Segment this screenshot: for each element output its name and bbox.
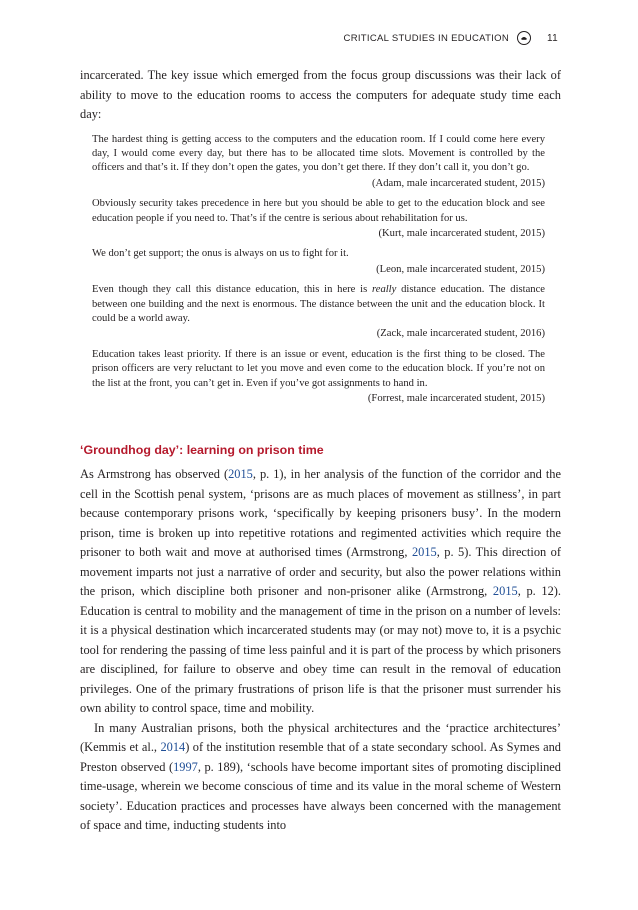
quote-text-part: Even though they call this distance education, this in here is xyxy=(92,284,373,296)
quote-emphasis: really xyxy=(372,284,397,296)
quote-source: (Kurt, male incarcerated student, 2015) xyxy=(378,227,545,239)
quote-source: (Leon, male incarcerated student, 2015) xyxy=(376,263,545,275)
body-paragraph-2 xyxy=(80,719,561,836)
text-run: , p. 12). Education is central to mobility and the management of time in the prison on a number of levels: it is a physical destination which incarcerated students may (or may not) move to, it is a psychic tool for rendering the passing of time less painful and it is part of the process by which prisoners are disciplined, for failure to observe and obey time can result in the removal of education privileges. One of the primary frustrations of prison life is that the prisoner must surrender his own ability to control space, time and mobility. xyxy=(80,584,561,716)
quote-source: (Zack, male incarcerated student, 2016) xyxy=(376,328,545,340)
block-quote xyxy=(92,133,545,192)
block-quote xyxy=(92,283,545,342)
text-run: As Armstrong has observed ( xyxy=(80,467,229,482)
body-paragraph-1 xyxy=(80,465,561,719)
quote-text: Obviously security takes precedence in here but you should be able to get to the education block and see education people if you need to. That’s if the centre is serious about rehabilitation for us. xyxy=(92,198,545,224)
quote-text: The hardest thing is getting access to the computers and the education room. If I could come here every day, I would come every day, but there has to be allocated time slots. Movement is controlled by the officers and that’s it. If they don’t open the gates, you don’t get there. If they don’t call it, you don’t go. xyxy=(92,133,545,174)
text-run: ) of the institution resemble that of a state secondary school. As Symes and Preston observed ( xyxy=(80,740,562,774)
quote-source: (Adam, male incarcerated student, 2015) xyxy=(372,177,545,189)
text-run: In many Australian prisons, both the physical architectures and the ‘practice architectures’ (Kemmis et al., xyxy=(80,720,561,755)
citation-link[interactable]: 1997 xyxy=(173,759,198,774)
citation-link[interactable]: 2014 xyxy=(160,740,186,755)
quote-text-part: distance education. The distance between one building and the next is enormous. The distance between the unit and the education block. It could be a world away. xyxy=(92,284,545,324)
block-quote xyxy=(92,348,545,407)
block-quotes xyxy=(92,133,545,407)
quote-text: Education takes least priority. If there is an issue or event, education is the first thing to be closed. The prison officers are very reluctant to let you move and even come to the education block. If you’re not on the list at the front, you can’t get in. Even if you’ve got assignments to hand in. xyxy=(92,348,545,389)
quote-text: We don’t get support; the onus is always on us to fight for it. xyxy=(92,248,349,260)
text-run: , p. 5). This direction of movement imparts not just a narrative of order and security, but also the power relations within the prison, which discipline both prisoner and non-prisoner alike (Armstrong, xyxy=(80,545,561,599)
block-quote xyxy=(92,247,545,277)
running-header xyxy=(344,31,558,45)
quote-text xyxy=(92,283,545,326)
citation-link[interactable]: 2015 xyxy=(492,584,518,599)
section-heading: ‘Groundhog day’: learning on prison time xyxy=(80,443,324,458)
citation-link[interactable]: 2015 xyxy=(228,467,253,482)
text-run: , p. 1), in her analysis of the function of the corridor and the cell in the Scottish penal system, ‘prisons are as much places of movement as stillness’, in part because contemporary prisons work, ‘specifically by keeping prisoners busy’. In the modern prison, time is broken up into repetitive rotations and regimented activities which require the prisoner to both wait and move at authorised times (Armstrong, xyxy=(80,467,561,560)
text-run: , p. 189), ‘schools have become important sites of promoting disciplined time-usage, wherein we become conscious of time and its value in the moral scheme of Western society’. Education practices and processes have always been concerned with the management of space and time, inducting students into xyxy=(80,759,561,833)
page-body xyxy=(80,66,561,836)
block-quote xyxy=(92,197,545,241)
intro-paragraph: incarcerated. The key issue which emerged from the focus group discussions was their lack of ability to move to the education rooms to access the computers for adequate study time each day: xyxy=(80,68,561,121)
citation-link[interactable]: 2015 xyxy=(411,545,437,560)
publisher-logo-icon xyxy=(517,31,531,45)
quote-source: (Forrest, male incarcerated student, 2015) xyxy=(367,393,545,404)
page-number: 11 xyxy=(547,32,558,44)
journal-title: CRITICAL STUDIES IN EDUCATION xyxy=(343,32,510,44)
